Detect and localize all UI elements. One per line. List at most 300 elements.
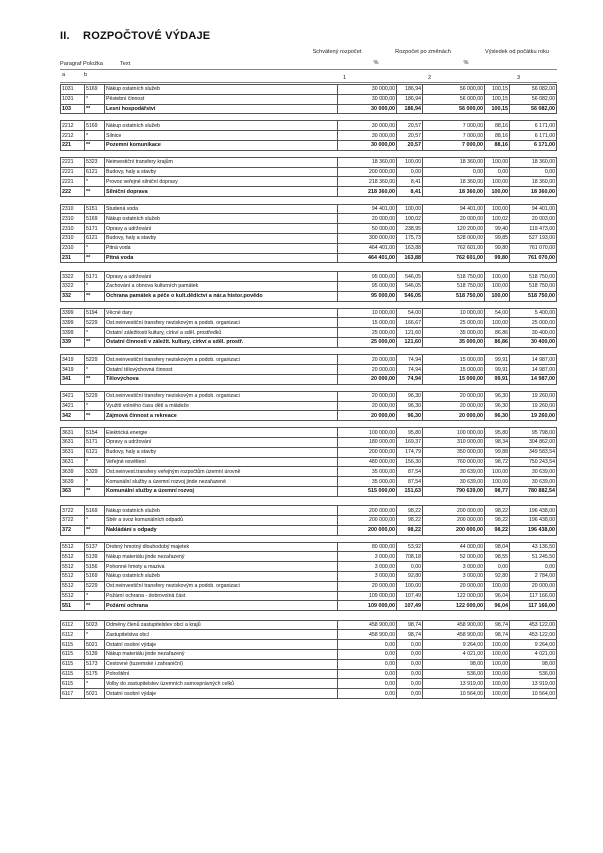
cell-after-changes-percent: 96,30 bbox=[485, 391, 510, 401]
header-percent-2: % bbox=[463, 60, 469, 66]
cell-paragraph: 1031 bbox=[61, 94, 85, 104]
section-title bbox=[60, 30, 210, 42]
cell-item: 5021 bbox=[85, 689, 105, 699]
cell-result: 20 003,00 bbox=[510, 214, 557, 224]
cell-text: Volby do zastupitelstev územních samosprávných celků bbox=[105, 679, 338, 689]
cell-after-changes: 350 000,00 bbox=[423, 447, 485, 457]
cell-item: * bbox=[85, 328, 105, 338]
cell-item: 5229 bbox=[85, 318, 105, 328]
cell-after-changes: 528 000,00 bbox=[423, 233, 485, 243]
cell-item: 5139 bbox=[85, 649, 105, 659]
cell-approved-percent: 92,80 bbox=[397, 571, 423, 581]
cell-after-changes-percent: 100,00 bbox=[485, 157, 510, 167]
table-row bbox=[61, 591, 557, 601]
cell-after-changes-percent: 100,00 bbox=[485, 689, 510, 699]
cell-paragraph: 1031 bbox=[61, 85, 85, 95]
cell-text: Nákup ostatních služeb bbox=[105, 121, 338, 131]
cell-text: Nakládání s odpady bbox=[105, 525, 338, 535]
cell-approved: 20 000,00 bbox=[338, 374, 397, 384]
cell-approved: 109 000,00 bbox=[338, 591, 397, 601]
cell-after-changes-percent: 99,91 bbox=[485, 374, 510, 384]
cell-text: Veřejné osvětlení bbox=[105, 457, 338, 467]
cell-approved: 200 000,00 bbox=[338, 167, 397, 177]
cell-item: ** bbox=[85, 104, 105, 114]
cell-approved-percent: 107,49 bbox=[397, 601, 423, 611]
cell-paragraph: 2310 bbox=[61, 214, 85, 224]
cell-approved: 30 000,00 bbox=[338, 131, 397, 141]
cell-after-changes-percent: 100,00 bbox=[485, 318, 510, 328]
table-row bbox=[61, 374, 557, 384]
cell-after-changes: 3 000,00 bbox=[423, 571, 485, 581]
cell-text: Nákup materiálu jinde nezařazený bbox=[105, 649, 338, 659]
cell-after-changes: 15 000,00 bbox=[423, 355, 485, 365]
cell-text: Ostatní tělovýchovná činnost bbox=[105, 365, 338, 375]
cell-item: 5169 bbox=[85, 121, 105, 131]
cell-text: Budovy, haly a stavby bbox=[105, 233, 338, 243]
cell-item: ** bbox=[85, 187, 105, 197]
table-block bbox=[60, 542, 557, 612]
cell-item: 5137 bbox=[85, 542, 105, 552]
cell-result: 304 862,00 bbox=[510, 437, 557, 447]
table-row bbox=[61, 157, 557, 167]
cell-after-changes: 98,00 bbox=[423, 659, 485, 669]
cell-after-changes-percent: 100,00 bbox=[485, 669, 510, 679]
cell-approved-percent: 238,95 bbox=[397, 224, 423, 234]
cell-approved: 30 000,00 bbox=[338, 85, 397, 95]
cell-after-changes-percent: 86,86 bbox=[485, 328, 510, 338]
cell-approved-percent: 8,41 bbox=[397, 177, 423, 187]
cell-approved-percent: 100,02 bbox=[397, 214, 423, 224]
cell-item: 5229 bbox=[85, 581, 105, 591]
table-row bbox=[61, 506, 557, 516]
cell-result: 761 070,00 bbox=[510, 253, 557, 263]
cell-result: 518 750,00 bbox=[510, 291, 557, 301]
cell-paragraph: 3631 bbox=[61, 437, 85, 447]
header-text: Text bbox=[120, 61, 131, 67]
cell-result: 4 021,00 bbox=[510, 649, 557, 659]
cell-approved: 20 000,00 bbox=[338, 355, 397, 365]
table-row bbox=[61, 94, 557, 104]
cell-text: Pohonné hmoty a maziva bbox=[105, 562, 338, 572]
cell-after-changes-percent: 100,00 bbox=[485, 477, 510, 487]
cell-approved: 35 000,00 bbox=[338, 477, 397, 487]
cell-approved-percent: 96,30 bbox=[397, 401, 423, 411]
cell-paragraph: 342 bbox=[61, 411, 85, 421]
cell-after-changes-percent: 96,04 bbox=[485, 591, 510, 601]
cell-after-changes-percent: 0,00 bbox=[485, 167, 510, 177]
cell-result: 30 639,00 bbox=[510, 477, 557, 487]
cell-after-changes: 120 200,00 bbox=[423, 224, 485, 234]
cell-text: Ostatní činnosti v záležit. kultury, církví a sděl. prostř. bbox=[105, 337, 338, 347]
cell-approved-percent: 54,00 bbox=[397, 308, 423, 318]
cell-approved: 20 000,00 bbox=[338, 581, 397, 591]
cell-result: 14 987,00 bbox=[510, 374, 557, 384]
table-block bbox=[60, 505, 557, 535]
cell-after-changes-percent: 86,86 bbox=[485, 337, 510, 347]
cell-text: Pozemní komunikace bbox=[105, 140, 338, 150]
cell-approved-percent: 53,92 bbox=[397, 542, 423, 552]
cell-after-changes: 35 000,00 bbox=[423, 328, 485, 338]
cell-paragraph: 551 bbox=[61, 601, 85, 611]
cell-approved: 10 000,00 bbox=[338, 308, 397, 318]
cell-after-changes-percent: 98,74 bbox=[485, 620, 510, 630]
cell-result: 6 171,00 bbox=[510, 131, 557, 141]
cell-paragraph: 231 bbox=[61, 253, 85, 263]
cell-approved: 30 000,00 bbox=[338, 140, 397, 150]
table-block bbox=[60, 84, 557, 114]
cell-approved-percent: 74,94 bbox=[397, 365, 423, 375]
cell-approved-percent: 708,18 bbox=[397, 552, 423, 562]
table-row bbox=[61, 640, 557, 650]
cell-text: Studená voda bbox=[105, 204, 338, 214]
cell-result: 20 000,00 bbox=[510, 581, 557, 591]
cell-item: ** bbox=[85, 140, 105, 150]
table-row bbox=[61, 562, 557, 572]
header-paragraph: Paragraf Položka bbox=[60, 61, 103, 67]
table-row bbox=[61, 224, 557, 234]
cell-item: * bbox=[85, 365, 105, 375]
cell-paragraph: 6115 bbox=[61, 669, 85, 679]
cell-after-changes: 10 000,00 bbox=[423, 308, 485, 318]
cell-approved-percent: 166,67 bbox=[397, 318, 423, 328]
cell-after-changes-percent: 100,00 bbox=[485, 679, 510, 689]
cell-result: 95 798,00 bbox=[510, 428, 557, 438]
cell-paragraph: 221 bbox=[61, 140, 85, 150]
table-row bbox=[61, 318, 557, 328]
cell-after-changes-percent: 100,00 bbox=[485, 581, 510, 591]
cell-paragraph: 5512 bbox=[61, 542, 85, 552]
cell-item: 6121 bbox=[85, 447, 105, 457]
cell-approved-percent: 98,22 bbox=[397, 515, 423, 525]
cell-result: 0,00 bbox=[510, 562, 557, 572]
cell-text: Tělovýchova bbox=[105, 374, 338, 384]
cell-result: 30 639,00 bbox=[510, 467, 557, 477]
cell-item: ** bbox=[85, 411, 105, 421]
cell-approved-percent: 0,00 bbox=[397, 689, 423, 699]
cell-after-changes: 0,00 bbox=[423, 167, 485, 177]
cell-paragraph: 2221 bbox=[61, 167, 85, 177]
cell-approved-percent: 0,00 bbox=[397, 669, 423, 679]
cell-after-changes-percent: 96,30 bbox=[485, 401, 510, 411]
cell-item: ** bbox=[85, 601, 105, 611]
cell-after-changes: 18 360,00 bbox=[423, 177, 485, 187]
table-row bbox=[61, 401, 557, 411]
cell-after-changes: 10 564,00 bbox=[423, 689, 485, 699]
header-percent-1: % bbox=[373, 60, 379, 66]
cell-after-changes-percent: 100,00 bbox=[485, 281, 510, 291]
cell-approved-percent: 74,94 bbox=[397, 374, 423, 384]
cell-paragraph: 332 bbox=[61, 291, 85, 301]
cell-approved-percent: 95,80 bbox=[397, 428, 423, 438]
cell-approved-percent: 546,05 bbox=[397, 281, 423, 291]
table-block bbox=[60, 620, 557, 699]
cell-after-changes-percent: 100,00 bbox=[485, 467, 510, 477]
cell-after-changes-percent: 100,15 bbox=[485, 94, 510, 104]
cell-after-changes: 30 639,00 bbox=[423, 467, 485, 477]
cell-approved: 3 000,00 bbox=[338, 571, 397, 581]
cell-text: Komunální služby a územní rozvoj jinde nezařazené bbox=[105, 477, 338, 487]
cell-approved: 30 000,00 bbox=[338, 94, 397, 104]
table-row bbox=[61, 542, 557, 552]
cell-item: 5194 bbox=[85, 308, 105, 318]
cell-paragraph: 3631 bbox=[61, 457, 85, 467]
cell-result: 9 264,00 bbox=[510, 640, 557, 650]
cell-approved-percent: 546,05 bbox=[397, 291, 423, 301]
cell-result: 19 260,00 bbox=[510, 391, 557, 401]
cell-result: 518 750,00 bbox=[510, 281, 557, 291]
cell-text: Komunální služby a územní rozvoj bbox=[105, 486, 338, 496]
cell-result: 196 438,00 bbox=[510, 515, 557, 525]
cell-approved-percent: 151,63 bbox=[397, 486, 423, 496]
cell-after-changes: 44 000,00 bbox=[423, 542, 485, 552]
cell-result: 43 136,50 bbox=[510, 542, 557, 552]
cell-approved-percent: 186,94 bbox=[397, 94, 423, 104]
table-block bbox=[60, 308, 557, 348]
cell-item: 5171 bbox=[85, 437, 105, 447]
cell-text: Nákup ostatních služeb bbox=[105, 214, 338, 224]
cell-approved-percent: 121,60 bbox=[397, 337, 423, 347]
cell-text: Ostatní osobní výdaje bbox=[105, 689, 338, 699]
cell-paragraph: 363 bbox=[61, 486, 85, 496]
table-row bbox=[61, 272, 557, 282]
table-row bbox=[61, 571, 557, 581]
cell-approved: 0,00 bbox=[338, 689, 397, 699]
cell-approved: 458 900,00 bbox=[338, 620, 397, 630]
cell-after-changes: 25 000,00 bbox=[423, 318, 485, 328]
cell-after-changes: 52 000,00 bbox=[423, 552, 485, 562]
cell-after-changes: 35 000,00 bbox=[423, 337, 485, 347]
cell-result: 761 070,00 bbox=[510, 243, 557, 253]
cell-after-changes-percent: 99,40 bbox=[485, 224, 510, 234]
table-row bbox=[61, 104, 557, 114]
cell-approved-percent: 96,30 bbox=[397, 411, 423, 421]
cell-approved: 200 000,00 bbox=[338, 447, 397, 457]
table-row bbox=[61, 328, 557, 338]
header-result: Výsledek od počátku roku bbox=[484, 49, 550, 55]
section-number: II. bbox=[60, 30, 70, 42]
cell-after-changes: 518 750,00 bbox=[423, 281, 485, 291]
cell-after-changes-percent: 100,00 bbox=[485, 291, 510, 301]
cell-text: Požární ochrana - dobrovolná část bbox=[105, 591, 338, 601]
cell-after-changes: 20 000,00 bbox=[423, 391, 485, 401]
cell-item: * bbox=[85, 177, 105, 187]
table-row bbox=[61, 308, 557, 318]
cell-approved: 30 000,00 bbox=[338, 121, 397, 131]
cell-after-changes: 7 000,00 bbox=[423, 140, 485, 150]
cell-after-changes-percent: 98,22 bbox=[485, 506, 510, 516]
cell-result: 51 245,50 bbox=[510, 552, 557, 562]
cell-approved: 480 000,00 bbox=[338, 457, 397, 467]
cell-paragraph: 6112 bbox=[61, 620, 85, 630]
cell-paragraph: 2310 bbox=[61, 224, 85, 234]
cell-text: Cestovné (tuzemské i zahraniční) bbox=[105, 659, 338, 669]
cell-paragraph: 5512 bbox=[61, 571, 85, 581]
cell-item: * bbox=[85, 94, 105, 104]
cell-after-changes-percent: 100,02 bbox=[485, 214, 510, 224]
cell-approved: 94 401,00 bbox=[338, 204, 397, 214]
cell-result: 30 400,00 bbox=[510, 328, 557, 338]
cell-after-changes: 18 360,00 bbox=[423, 187, 485, 197]
cell-approved: 200 000,00 bbox=[338, 506, 397, 516]
cell-paragraph: 5512 bbox=[61, 591, 85, 601]
cell-after-changes: 518 750,00 bbox=[423, 291, 485, 301]
table-block bbox=[60, 157, 557, 197]
cell-item: 5229 bbox=[85, 391, 105, 401]
cell-result: 6 171,00 bbox=[510, 121, 557, 131]
table-row bbox=[61, 85, 557, 95]
cell-after-changes: 762 601,00 bbox=[423, 243, 485, 253]
header-divider-2 bbox=[60, 82, 557, 83]
cell-text: Neinvestiční transfery krajům bbox=[105, 157, 338, 167]
cell-text: Budovy, haly a stavby bbox=[105, 447, 338, 457]
table-row bbox=[61, 204, 557, 214]
cell-approved-percent: 98,22 bbox=[397, 525, 423, 535]
cell-after-changes-percent: 99,80 bbox=[485, 243, 510, 253]
table-row bbox=[61, 486, 557, 496]
header-approved: Schválený rozpočet bbox=[312, 49, 362, 55]
table-row bbox=[61, 601, 557, 611]
cell-text: Požární ochrana bbox=[105, 601, 338, 611]
cell-paragraph: 3399 bbox=[61, 308, 85, 318]
cell-paragraph: 6115 bbox=[61, 640, 85, 650]
table-row bbox=[61, 630, 557, 640]
cell-after-changes-percent: 98,72 bbox=[485, 457, 510, 467]
table-row bbox=[61, 291, 557, 301]
cell-item: 5323 bbox=[85, 157, 105, 167]
cell-after-changes-percent: 99,91 bbox=[485, 365, 510, 375]
cell-approved-percent: 98,74 bbox=[397, 620, 423, 630]
cell-approved-percent: 74,94 bbox=[397, 355, 423, 365]
cell-text: Opravy a udržování bbox=[105, 272, 338, 282]
cell-approved: 80 000,00 bbox=[338, 542, 397, 552]
cell-paragraph: 6117 bbox=[61, 689, 85, 699]
cell-approved-percent: 0,00 bbox=[397, 562, 423, 572]
cell-item: * bbox=[85, 591, 105, 601]
cell-text: Pěstební činnost bbox=[105, 94, 338, 104]
cell-after-changes-percent: 88,16 bbox=[485, 121, 510, 131]
cell-text: Ost.neinvestiční transfery neziskovým a podob. organizaci bbox=[105, 355, 338, 365]
cell-approved: 20 000,00 bbox=[338, 214, 397, 224]
header-col-b: b bbox=[84, 72, 88, 78]
cell-text: Ost.neinvestiční transfery neziskovým a podob. organizaci bbox=[105, 318, 338, 328]
cell-after-changes-percent: 88,16 bbox=[485, 140, 510, 150]
cell-paragraph: 3419 bbox=[61, 355, 85, 365]
cell-text: Ostatní záležitosti kultury, církví a sděl. prostředků bbox=[105, 328, 338, 338]
cell-after-changes-percent: 98,22 bbox=[485, 515, 510, 525]
cell-result: 5 400,00 bbox=[510, 308, 557, 318]
cell-approved-percent: 100,00 bbox=[397, 204, 423, 214]
cell-item: ** bbox=[85, 525, 105, 535]
cell-item: 5023 bbox=[85, 620, 105, 630]
cell-item: 5169 bbox=[85, 571, 105, 581]
cell-approved-percent: 20,57 bbox=[397, 140, 423, 150]
cell-paragraph: 5512 bbox=[61, 552, 85, 562]
cell-approved: 3 000,00 bbox=[338, 552, 397, 562]
cell-approved: 464 401,00 bbox=[338, 243, 397, 253]
cell-item: 6121 bbox=[85, 167, 105, 177]
cell-after-changes: 20 000,00 bbox=[423, 581, 485, 591]
cell-after-changes: 20 000,00 bbox=[423, 401, 485, 411]
cell-item: * bbox=[85, 401, 105, 411]
cell-result: 6 171,00 bbox=[510, 140, 557, 150]
cell-approved-percent: 156,30 bbox=[397, 457, 423, 467]
cell-after-changes: 3 000,00 bbox=[423, 562, 485, 572]
cell-paragraph: 3399 bbox=[61, 328, 85, 338]
cell-after-changes-percent: 100,00 bbox=[485, 204, 510, 214]
cell-item: ** bbox=[85, 291, 105, 301]
cell-approved-percent: 186,94 bbox=[397, 85, 423, 95]
table-row bbox=[61, 620, 557, 630]
cell-paragraph: 6115 bbox=[61, 679, 85, 689]
cell-result: 56 082,00 bbox=[510, 104, 557, 114]
cell-after-changes-percent: 100,15 bbox=[485, 104, 510, 114]
cell-after-changes: 9 264,00 bbox=[423, 640, 485, 650]
cell-result: 25 000,00 bbox=[510, 318, 557, 328]
cell-paragraph: 2310 bbox=[61, 233, 85, 243]
cell-after-changes: 15 000,00 bbox=[423, 374, 485, 384]
cell-paragraph: 339 bbox=[61, 337, 85, 347]
cell-text: Silnice bbox=[105, 131, 338, 141]
cell-result: 196 438,00 bbox=[510, 525, 557, 535]
cell-item: 6121 bbox=[85, 233, 105, 243]
cell-approved: 109 000,00 bbox=[338, 601, 397, 611]
cell-approved-percent: 0,00 bbox=[397, 649, 423, 659]
cell-result: 19 260,00 bbox=[510, 401, 557, 411]
cell-result: 30 400,00 bbox=[510, 337, 557, 347]
cell-after-changes-percent: 88,16 bbox=[485, 131, 510, 141]
table-row bbox=[61, 233, 557, 243]
cell-after-changes-percent: 100,00 bbox=[485, 659, 510, 669]
table-row bbox=[61, 131, 557, 141]
header-divider bbox=[60, 69, 557, 70]
table-block bbox=[60, 204, 557, 264]
cell-result: 18 360,00 bbox=[510, 187, 557, 197]
cell-approved-percent: 100,00 bbox=[397, 581, 423, 591]
header-after-changes: Rozpočet po změnách bbox=[395, 49, 451, 55]
table-row bbox=[61, 355, 557, 365]
cell-after-changes-percent: 99,88 bbox=[485, 447, 510, 457]
cell-paragraph: 3631 bbox=[61, 447, 85, 457]
cell-after-changes-percent: 99,91 bbox=[485, 355, 510, 365]
cell-item: 5329 bbox=[85, 467, 105, 477]
cell-paragraph: 6115 bbox=[61, 649, 85, 659]
cell-paragraph: 2212 bbox=[61, 131, 85, 141]
cell-result: 536,00 bbox=[510, 669, 557, 679]
table-row bbox=[61, 515, 557, 525]
cell-approved-percent: 8,41 bbox=[397, 187, 423, 197]
cell-after-changes-percent: 96,30 bbox=[485, 411, 510, 421]
table-row bbox=[61, 447, 557, 457]
cell-result: 453 122,00 bbox=[510, 620, 557, 630]
header-col-2: 2 bbox=[428, 75, 432, 81]
cell-text: Zachování a obnova kulturních památek bbox=[105, 281, 338, 291]
table-row bbox=[61, 659, 557, 669]
cell-text: Nákup ostatních služeb bbox=[105, 85, 338, 95]
cell-paragraph: 372 bbox=[61, 525, 85, 535]
cell-after-changes: 760 000,00 bbox=[423, 457, 485, 467]
cell-result: 98,00 bbox=[510, 659, 557, 669]
cell-item: 5154 bbox=[85, 428, 105, 438]
cell-result: 10 564,00 bbox=[510, 689, 557, 699]
table-row bbox=[61, 581, 557, 591]
cell-item: * bbox=[85, 515, 105, 525]
cell-after-changes: 200 000,00 bbox=[423, 515, 485, 525]
cell-result: 527 193,00 bbox=[510, 233, 557, 243]
table-block bbox=[60, 391, 557, 421]
table-row bbox=[61, 428, 557, 438]
cell-approved-percent: 163,88 bbox=[397, 253, 423, 263]
cell-after-changes-percent: 98,55 bbox=[485, 552, 510, 562]
